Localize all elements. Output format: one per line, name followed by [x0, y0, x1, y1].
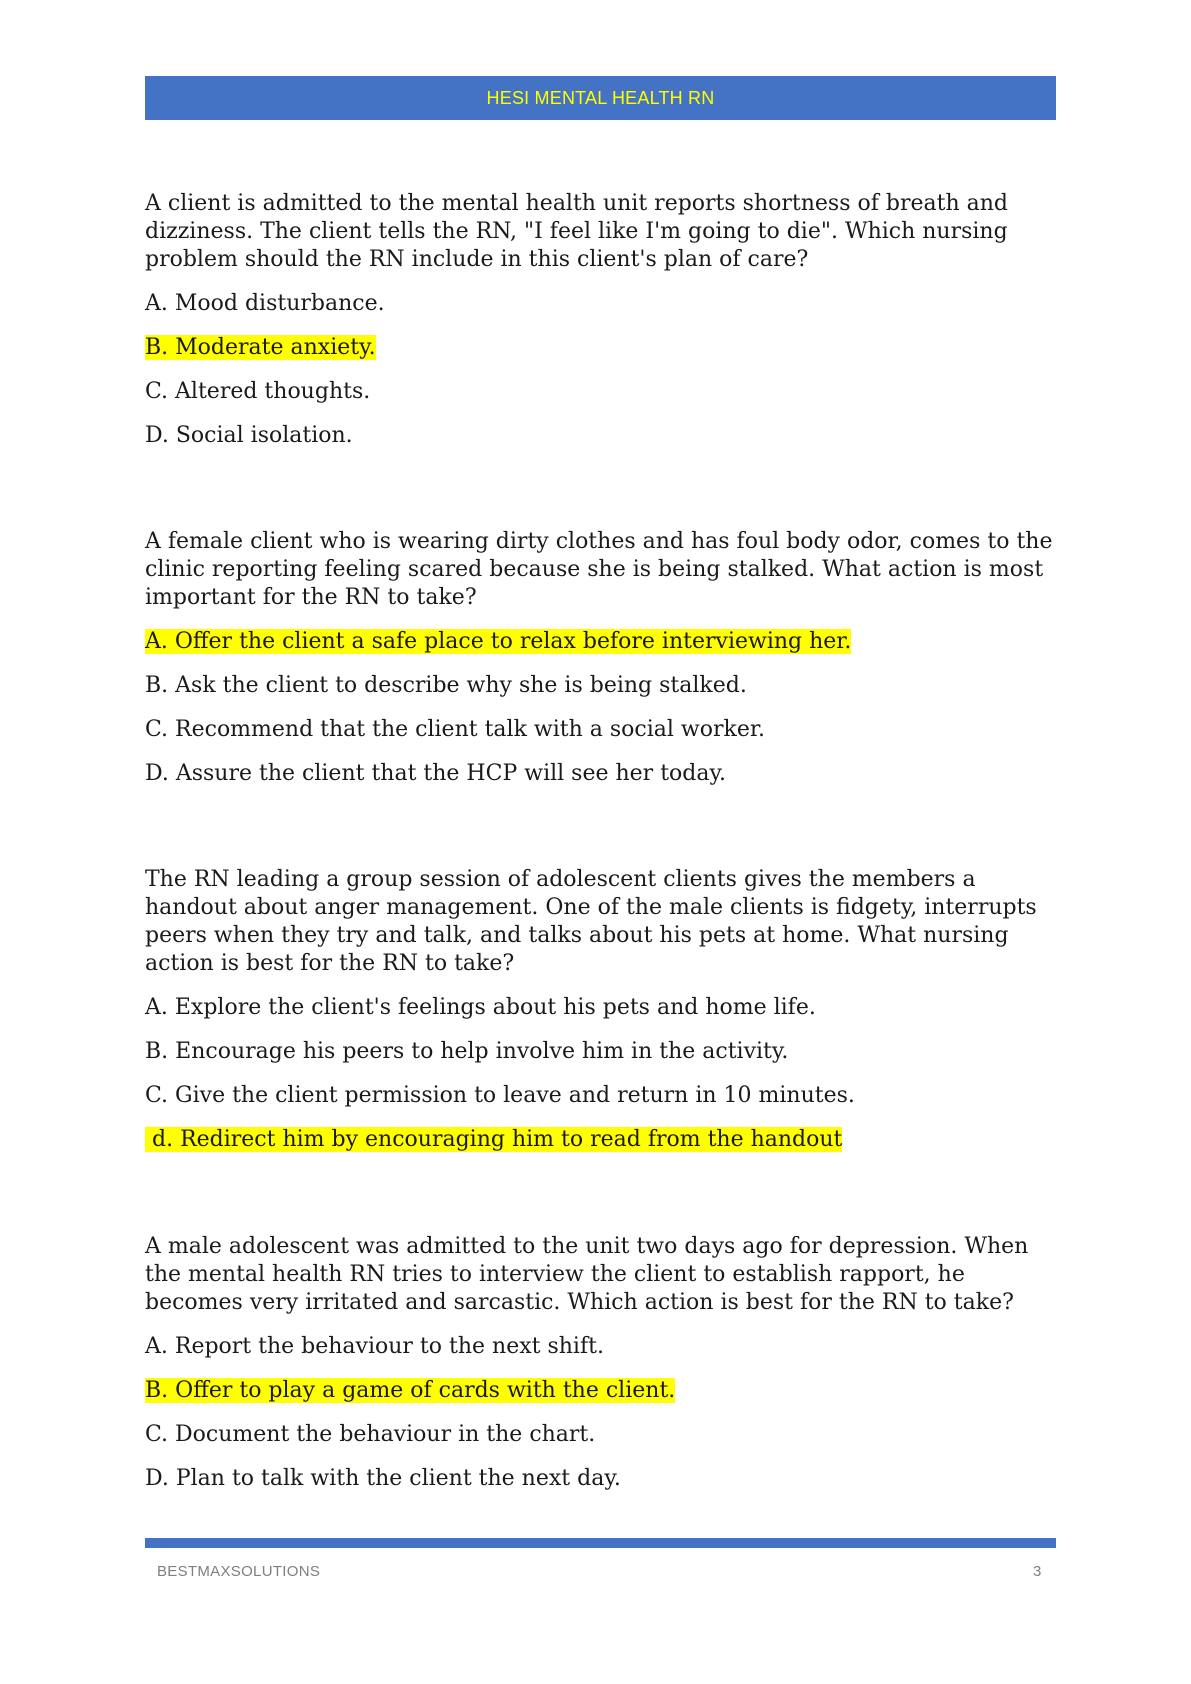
- option-b: B. Ask the client to describe why she is being stalked.: [145, 673, 747, 698]
- question-text: A client is admitted to the mental health unit reports shortness of breath and dizziness. The client tells the RN, "I feel like I'm going to die". Which nursing problem should the RN include in this client's plan of care?: [145, 191, 1008, 272]
- option-c: C. Recommend that the client talk with a social worker.: [145, 717, 765, 742]
- document-title: HESI MENTAL HEALTH RN: [486, 87, 715, 108]
- question-1: [145, 190, 1056, 450]
- highlighted-answer: B. Offer to play a game of cards with the client.: [145, 1378, 676, 1403]
- question-4: [145, 1233, 1056, 1493]
- question-2: [145, 528, 1056, 788]
- option-b-answer: [145, 334, 1056, 362]
- option-d: D. Social isolation.: [145, 423, 353, 448]
- option-d-answer: [145, 1126, 1056, 1154]
- question-list: [145, 190, 1056, 1509]
- option-a: A. Report the behaviour to the next shift.: [145, 1334, 604, 1359]
- option-b-answer: [145, 1377, 1056, 1405]
- footer-bar: [145, 1538, 1056, 1548]
- highlighted-answer: A. Offer the client a safe place to relax before interviewing her.: [145, 629, 852, 654]
- question-3: [145, 866, 1056, 1154]
- option-a: A. Explore the client's feelings about his pets and home life.: [145, 995, 816, 1020]
- page-number: 3: [1033, 1563, 1042, 1580]
- question-text: The RN leading a group session of adolescent clients gives the members a handout about anger management. One of the male clients is fidgety, interrupts peers when they try and talk, and talks about his pets at home. What nursing action is best for the RN to take?: [145, 867, 1037, 976]
- question-text: A male adolescent was admitted to the unit two days ago for depression. When the mental health RN tries to interview the client to establish rapport, he becomes very irritated and sarcastic. Which action is best for the RN to take?: [145, 1234, 1029, 1315]
- option-b: B. Encourage his peers to help involve him in the activity.: [145, 1039, 789, 1064]
- option-c: C. Document the behaviour in the chart.: [145, 1422, 596, 1447]
- highlighted-answer: d. Redirect him by encouraging him to read from the handout: [145, 1127, 842, 1152]
- header-bar: [145, 76, 1056, 120]
- option-d: D. Plan to talk with the client the next day.: [145, 1466, 621, 1491]
- option-c: C. Give the client permission to leave and return in 10 minutes.: [145, 1083, 855, 1108]
- option-d: D. Assure the client that the HCP will see her today.: [145, 761, 726, 786]
- highlighted-answer: B. Moderate anxiety.: [145, 335, 376, 360]
- option-a-answer: [145, 628, 1056, 656]
- footer-brand: BESTMAXSOLUTIONS: [157, 1563, 321, 1580]
- option-c: C. Altered thoughts.: [145, 379, 371, 404]
- option-a: A. Mood disturbance.: [145, 291, 385, 316]
- question-text: A female client who is wearing dirty clothes and has foul body odor, comes to the clinic reporting feeling scared because she is being stalked. What action is most important for the RN to take?: [145, 529, 1053, 610]
